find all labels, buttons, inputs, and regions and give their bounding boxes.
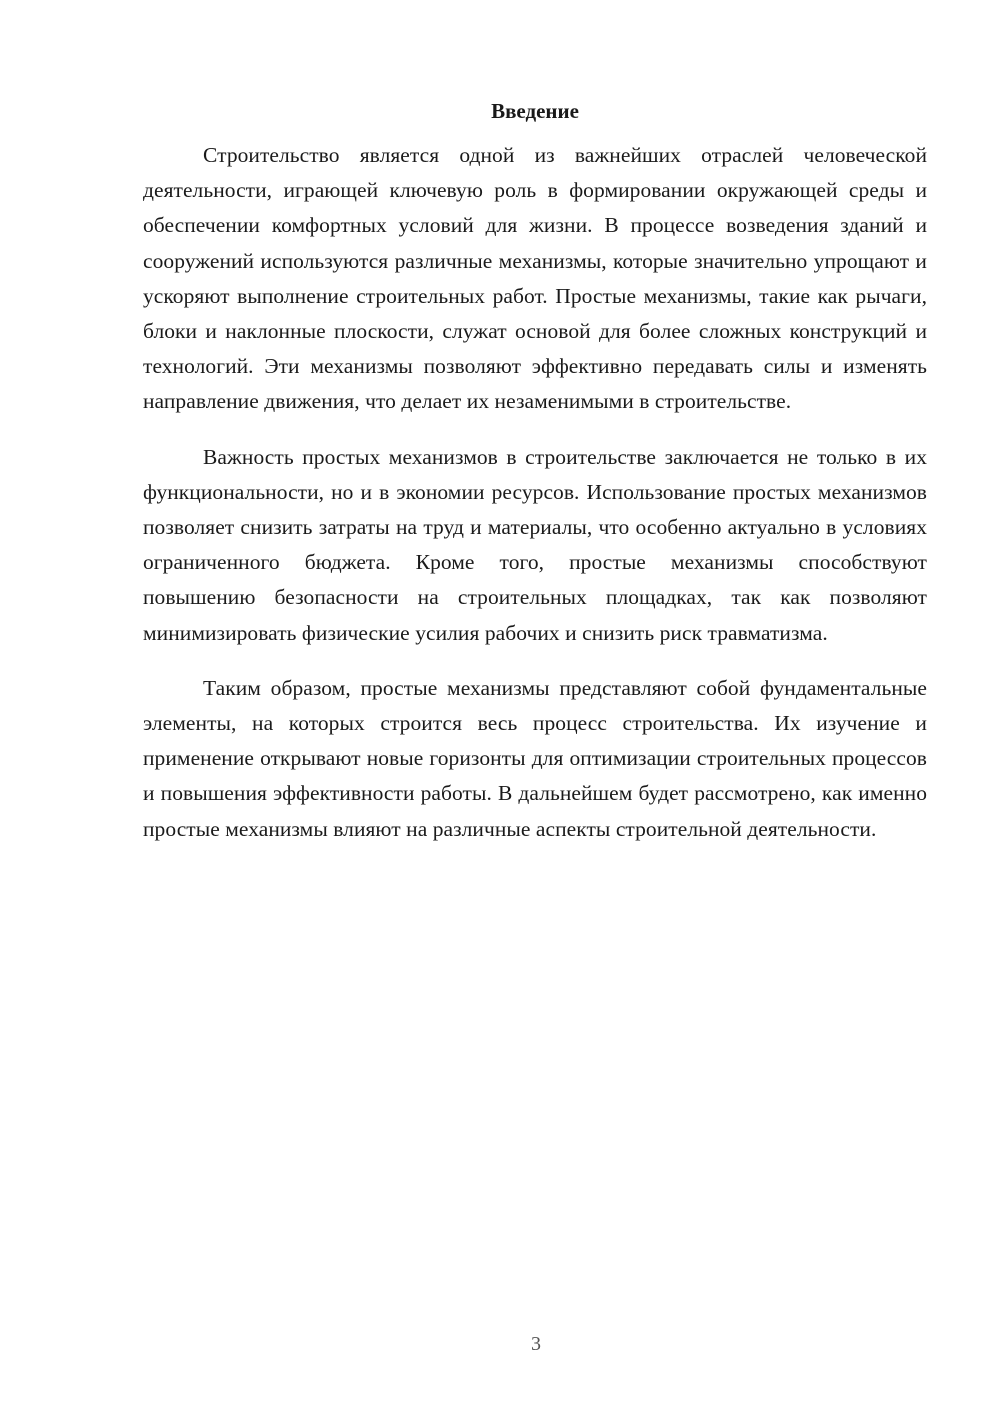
paragraph-1: Строительство является одной из важнейших отраслей человеческой деятельности, играющей ключевую роль в формировании окружающей среды и обеспечении комфортных условий для жизни. В процессе возведения зданий и сооружений используются различные механизмы, которые значительно упрощают и ускоряют выполнение строительных работ. Простые механизмы, такие как рычаги, блоки и наклонные плоскости, служат основой для более сложных конструкций и технологий. Эти механизмы позволяют эффективно передавать силы и изменять направление движения, что делает их незаменимыми в строительстве.: [143, 143, 927, 414]
paragraph-2: Важность простых механизмов в строительстве заключается не только в их функциональности, но и в экономии ресурсов. Использование простых механизмов позволяет снизить затраты на труд и материалы, что особенно актуально в условиях ограниченного бюджета. Кроме того, простые механизмы способствуют повышению безопасности на строительных площадках, так как позволяют минимизировать физические усилия рабочих и снизить риск травматизма.: [143, 444, 927, 645]
paragraph-3: Таким образом, простые механизмы представляют собой фундаментальные элементы, на которых строится весь процесс строительства. Их изучение и применение открывают новые горизонты для оптимизации строительных процессов и повышения эффективности работы. В дальнейшем будет рассмотрено, как именно простые механизмы влияют на различные аспекты строительной деятельности.: [143, 675, 927, 841]
section-heading: Введение: [491, 99, 579, 123]
page-content: [143, 96, 927, 867]
page-number: 3: [531, 1333, 541, 1355]
